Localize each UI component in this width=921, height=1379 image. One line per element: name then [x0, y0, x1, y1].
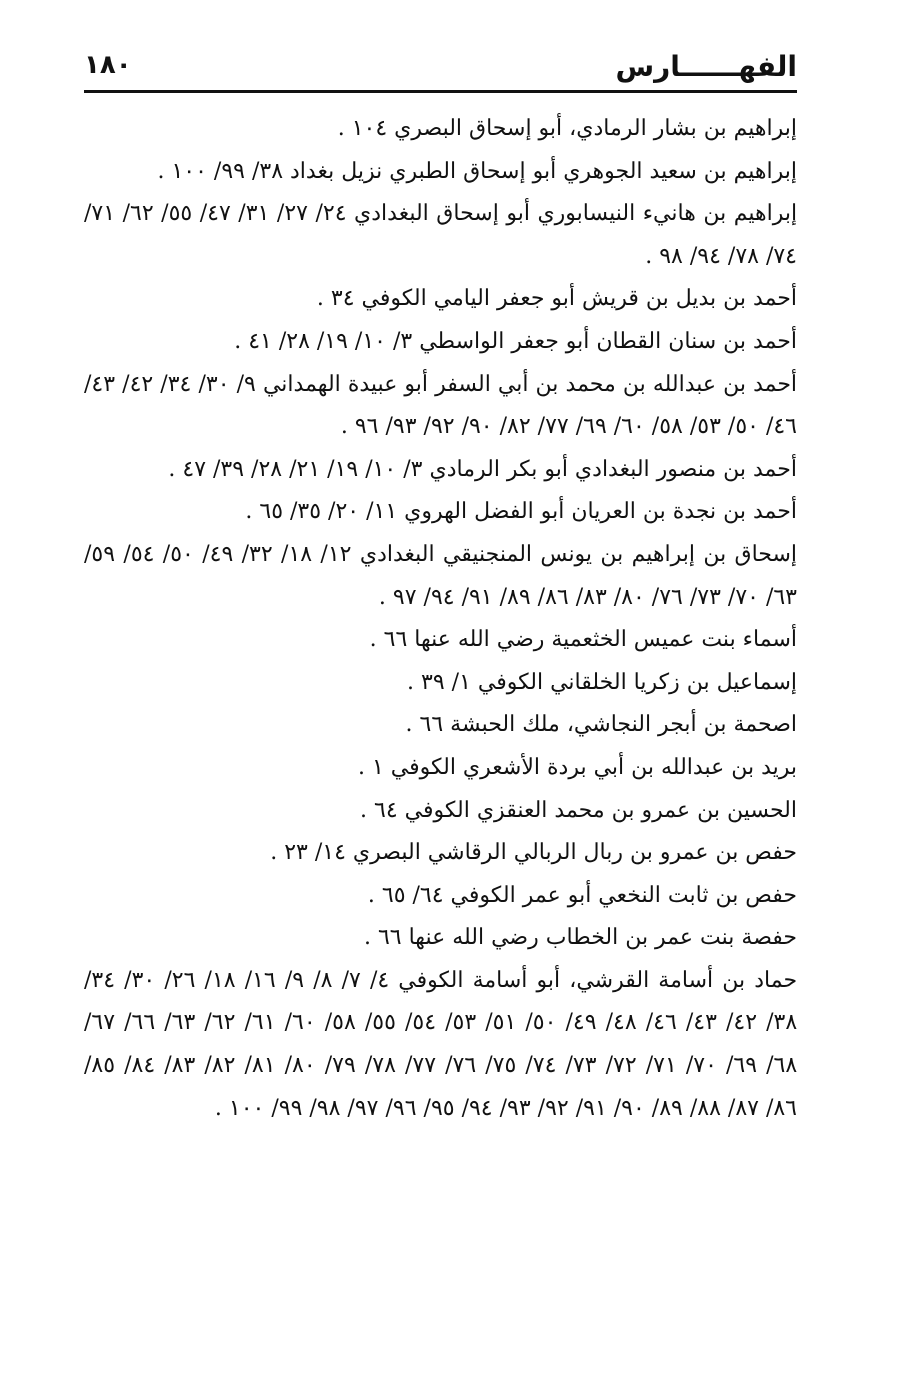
index-entry: حفص بن ثابت النخعي أبو عمر الكوفي ٦٤/ ٦٥ .: [367, 882, 797, 908]
page-title: الفهــــــارس: [615, 50, 797, 83]
index-entry: الحسين بن عمرو بن محمد العنقزي الكوفي ٦٤ .: [360, 797, 797, 823]
index-entry: إسماعيل بن زكريا الخلقاني الكوفي ١/ ٣٩ .: [407, 669, 797, 695]
index-entries: [84, 108, 797, 1130]
page-number: ١٨٠: [84, 50, 132, 80]
index-entry: أحمد بن سنان القطان أبو جعفر الواسطي ٣/ ١٠/ ١٩/ ٢٨/ ٤١ .: [234, 328, 797, 354]
index-entry: إسحاق بن إبراهيم بن يونس المنجنيقي البغدادي ١٢/ ١٨/ ٣٢/ ٤٩/ ٥٠/ ٥٤/ ٥٩/ ٦٣/ ٧٠/ ٧٣/ ٧٦/ ٨٠/ ٨٣/ ٨٦/ ٨٩/ ٩١/ ٩٤/ ٩٧ .: [84, 541, 798, 610]
index-entry: بريد بن عبدالله بن أبي بردة الأشعري الكوفي ١ .: [357, 754, 797, 780]
index-entry: أسماء بنت عميس الخثعمية رضي الله عنها ٦٦ .: [369, 627, 797, 653]
index-entry: حفص بن عمرو بن ربال الربالي الرقاشي البصري ١٤/ ٢٣ .: [270, 840, 797, 866]
index-entry: أحمد بن عبدالله بن محمد بن أبي السفر أبو عبيدة الهمداني ٩/ ٣٠/ ٣٤/ ٤٢/ ٤٣/ ٤٦/ ٥٠/ ٥٣/ ٥٨/ ٦٠/ ٦٩/ ٧٧/ ٨٢/ ٩٠/ ٩٢/ ٩٣/ ٩٦ .: [84, 371, 798, 440]
page-header: [84, 44, 797, 93]
index-entry: أحمد بن بديل بن قريش أبو جعفر اليامي الكوفي ٣٤ .: [316, 286, 797, 312]
index-entry: حماد بن أسامة القرشي، أبو أسامة الكوفي ٤/ ٧/ ٨/ ٩/ ١٦/ ١٨/ ٢٦/ ٣٠/ ٣٤/ ٣٨/ ٤٢/ ٤٣/ ٤٦/ ٤٨/ ٤٩/ ٥٠/ ٥١/ ٥٣/ ٥٤/ ٥٥/ ٥٨/ ٦٠/ ٦١/ ٦٢/ ٦٣/ ٦٦/ ٦٧/ ٦٨/ ٦٩/ ٧٠/ ٧١/ ٧٢/ ٧٣/ ٧٤/ ٧٥/ ٧٦/ ٧٧/ ٧٨/ ٧٩/ ٨٠/ ٨١/ ٨٢/ ٨٣/ ٨٤/ ٨٥/ ٨٦/ ٨٧/ ٨٨/ ٨٩/ ٩٠/ ٩١/ ٩٢/ ٩٣/ ٩٤/ ٩٥/ ٩٦/ ٩٧/ ٩٨/ ٩٩/ ١٠٠ .: [84, 967, 798, 1121]
index-entry: إبراهيم بن بشار الرمادي، أبو إسحاق البصري ١٠٤ .: [337, 116, 797, 141]
index-entry: اصحمة بن أبجر النجاشي، ملك الحبشة ٦٦ .: [405, 712, 797, 738]
index-entry: إبراهيم بن هانيء النيسابوري أبو إسحاق البغدادي ٢٤/ ٢٧/ ٣١/ ٤٧/ ٥٥/ ٦٢/ ٧١/ ٧٤/ ٧٨/ ٩٤/ ٩٨ .: [84, 201, 798, 269]
index-entry: أحمد بن منصور البغدادي أبو بكر الرمادي ٣/ ١٠/ ١٩/ ٢١/ ٢٨/ ٣٩/ ٤٧ .: [168, 456, 797, 482]
index-entry: أحمد بن نجدة بن العريان أبو الفضل الهروي ١١/ ٢٠/ ٣٥/ ٦٥ .: [245, 499, 797, 525]
index-entry: إبراهيم بن سعيد الجوهري أبو إسحاق الطبري نزيل بغداد ٣٨/ ٩٩/ ١٠٠ .: [157, 158, 797, 184]
index-entry: حفصة بنت عمر بن الخطاب رضي الله عنها ٦٦ .: [363, 925, 797, 951]
